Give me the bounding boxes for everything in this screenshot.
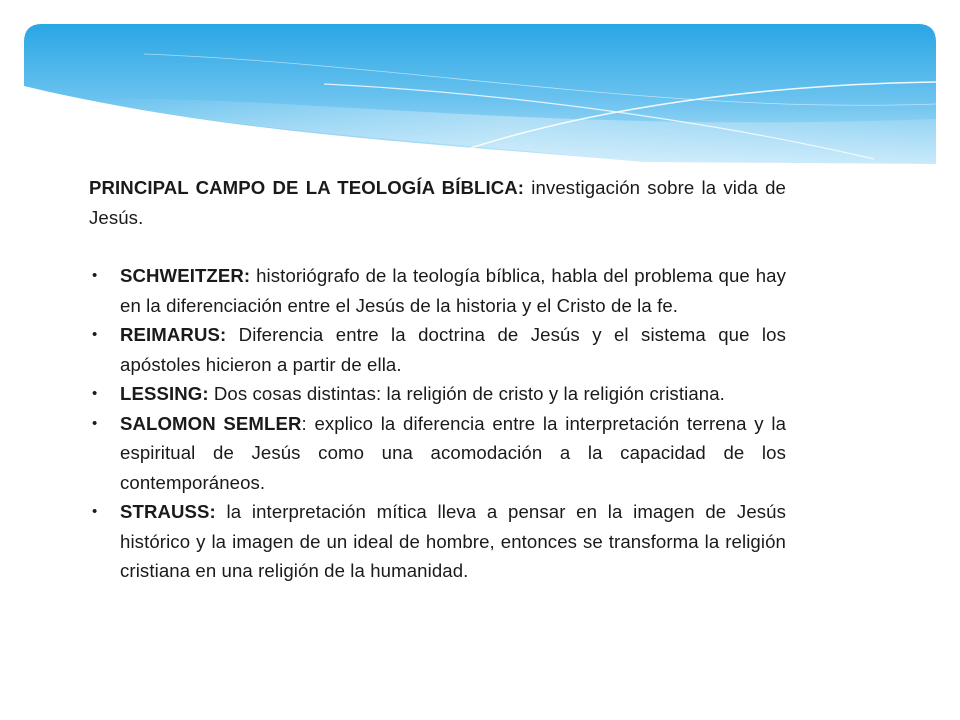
bullet-item-lessing [89,379,786,409]
header-banner [24,24,936,164]
bullet-item-reimarus [89,320,786,379]
bullet-text: historiógrafo de la teología bíblica, habla del problema que hay en la diferenciación entre el Jesús de la historia y el Cristo de la fe. [120,265,786,316]
banner-wave-graphic [24,24,936,164]
bullet-icon: • [92,326,98,343]
bullet-icon: • [92,414,98,432]
bullet-label: STRAUSS: [120,501,216,522]
bullet-label: SCHWEITZER: [120,265,251,286]
intro-text: investigación sobre la vida de Jesús. [89,177,786,228]
bullet-text: : explico la diferencia entre la interpretación terrena y la espiritual de Jesús como una acomodación a la capacidad de los contemporáneos. [120,412,787,493]
bullet-item-salomon-semler [89,409,786,498]
bullet-icon: • [92,385,98,402]
bullet-label: SALOMON SEMLER [120,412,302,434]
bullet-icon: • [92,267,98,284]
bullet-text: Dos cosas distintas: la religión de cristo y la religión cristiana. [208,383,725,404]
bullet-item-strauss [89,497,786,586]
bullet-label: REIMARUS: [120,324,227,345]
intro-label: PRINCIPAL CAMPO DE LA TEOLOGÍA BÍBLICA: [89,177,525,198]
slide-body [89,173,786,586]
intro-paragraph [89,173,786,232]
bullet-list [89,261,786,586]
bullet-icon: • [92,503,98,520]
bullet-text: Diferencia entre la doctrina de Jesús y el sistema que los apóstoles hicieron a partir de ella. [120,324,786,375]
bullet-text: la interpretación mítica lleva a pensar en la imagen de Jesús histórico y la imagen de un ideal de hombre, entonces se transforma la religión cristiana en una religión de la humanidad. [120,501,786,581]
bullet-item-schweitzer [89,261,786,320]
bullet-label: LESSING: [120,383,209,404]
